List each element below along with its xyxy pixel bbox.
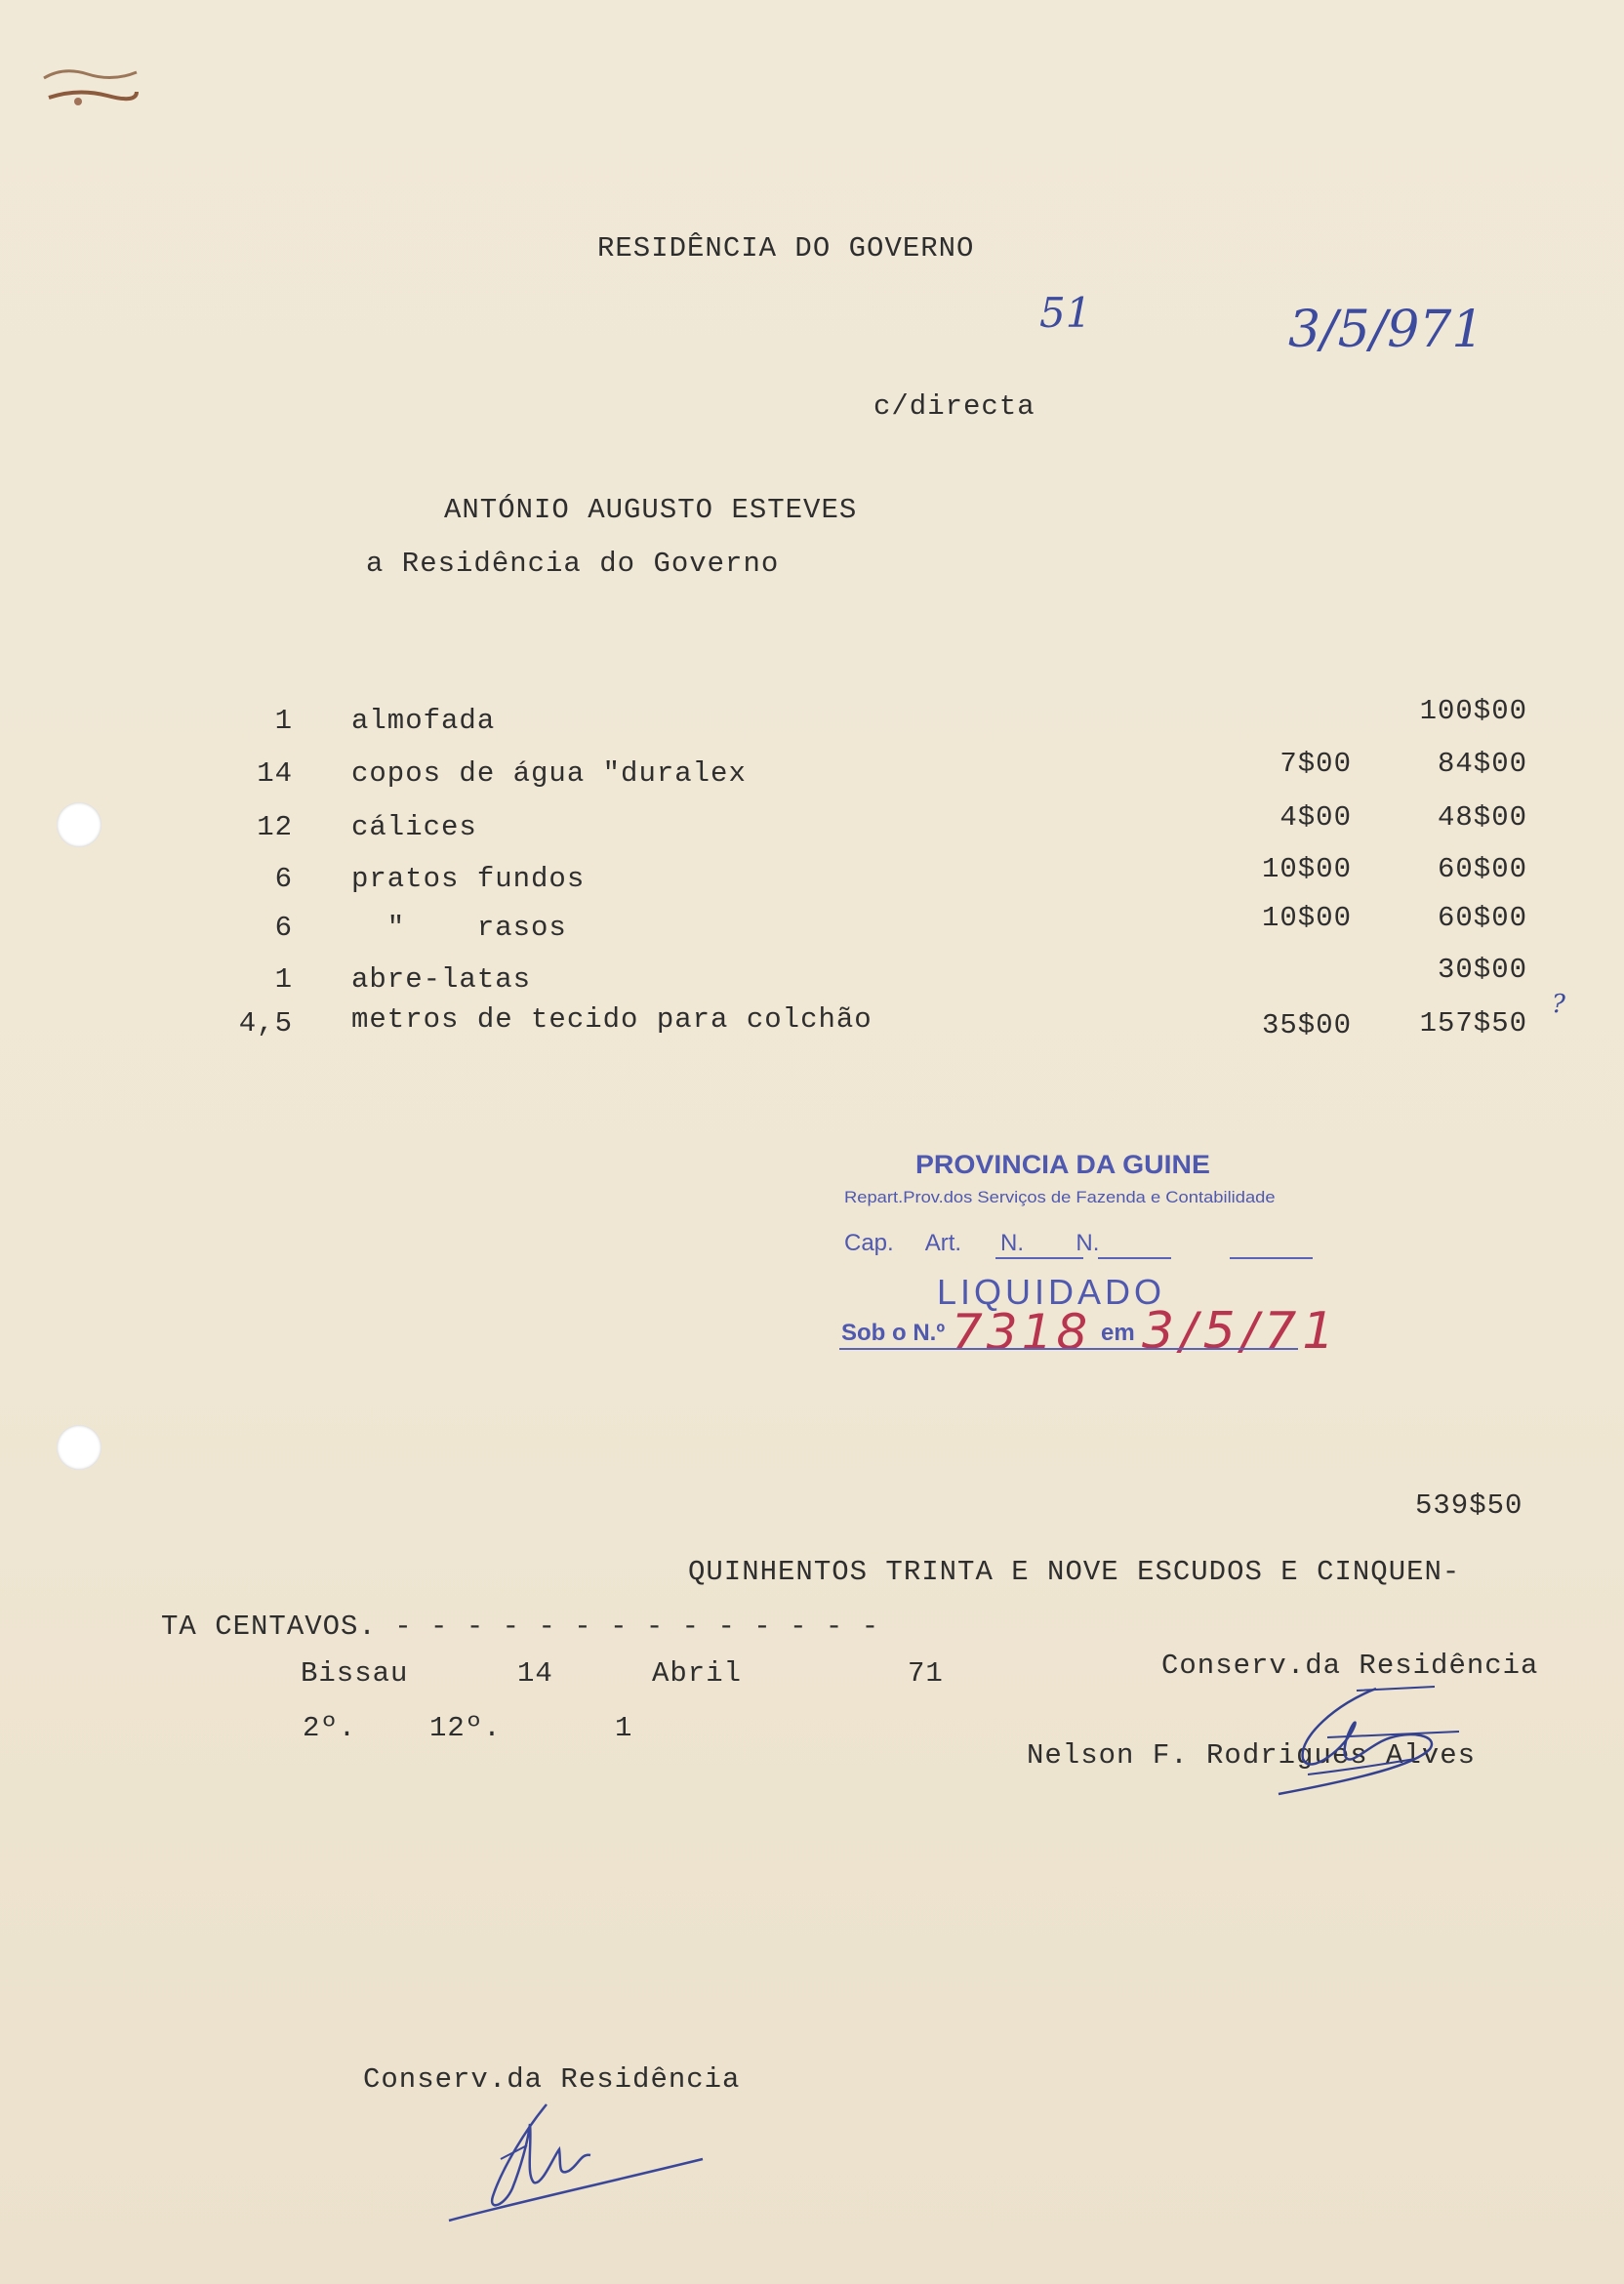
item-description: pratos fundos [351,863,586,895]
stamp-baseline [839,1347,1298,1351]
stamp-date-value: 3/5/71 [1142,1302,1341,1361]
item-description: " rasos [351,912,567,944]
item-total: 84$00 [1437,748,1527,780]
stamp-number-label: Sob o N.º [841,1320,946,1346]
footer-role: Conserv.da Residência [363,2063,741,2096]
rust-stain [39,59,146,117]
signatory-name: Nelson F. Rodrigues Alves [1027,1739,1477,1772]
item-qty: 12 [257,811,293,843]
item-qty: 1 [274,705,293,737]
item-description: copos de água "duralex [351,757,747,790]
item-unit-price: 7$00 [1279,748,1352,780]
punch-hole-bottom [57,1425,102,1470]
item-unit-price: 10$00 [1261,902,1352,934]
stamp-status: LIQUIDADO [937,1272,1166,1312]
place-city: Bissau [301,1657,409,1690]
stamp-number-value: 7318 [952,1304,1092,1361]
item-total: 30$00 [1437,954,1527,986]
item-total: 48$00 [1437,801,1527,834]
stamp-province: PROVINCIA DA GUINE [915,1150,1210,1179]
document-title: RESIDÊNCIA DO GOVERNO [597,232,975,265]
item-description: almofada [351,705,496,737]
signatory-role: Conserv.da Residência [1161,1650,1539,1682]
signature-footer [444,2099,717,2225]
stamp-department: Repart.Prov.dos Serviços de Fazenda e Contabilidade [844,1188,1276,1206]
date-day: 14 [517,1657,553,1690]
item-unit-price: 10$00 [1261,853,1352,885]
item-qty: 6 [274,912,293,944]
code-c: 1 [615,1712,633,1744]
payment-mode: c/directa [873,390,1035,423]
item-description: abre-latas [351,963,532,996]
date-year: 71 [908,1657,944,1690]
item-total: 60$00 [1437,902,1527,934]
item-description: metros de tecido para colchão [351,1003,873,1036]
item-unit-price: 4$00 [1279,801,1352,834]
item-qty: 1 [274,963,293,996]
stamp-chapter-line: Cap. Art. N. N. [844,1230,1100,1256]
stamp-date-label: em [1101,1320,1135,1346]
code-b: 12º. [429,1712,502,1744]
item-description: cálices [351,811,477,843]
signature-main [1269,1679,1464,1806]
item-qty: 6 [274,863,293,895]
debtor-name: a Residência do Governo [366,548,780,580]
item-qty: 4,5 [238,1007,293,1040]
item-unit-price: 35$00 [1261,1009,1352,1041]
item-total: 60$00 [1437,853,1527,885]
handwritten-number: 51 [1039,289,1092,337]
handwritten-date: 3/5/971 [1288,301,1484,359]
total-in-words-line2: TA CENTAVOS. - - - - - - - - - - - - - - [161,1611,880,1643]
code-a: 2º. [303,1712,357,1744]
total-amount: 539$50 [1415,1489,1523,1522]
item-total: 100$00 [1419,695,1527,727]
item-total: 157$50 [1419,1007,1527,1040]
total-in-words-line1: QUINHENTOS TRINTA E NOVE ESCUDOS E CINQUEN- [688,1556,1461,1588]
margin-question-mark: ? [1552,990,1565,1019]
creditor-name: ANTÓNIO AUGUSTO ESTEVES [444,494,858,526]
item-qty: 14 [257,757,293,790]
stamp-underlines [976,1256,1318,1260]
date-month: Abril [652,1657,743,1690]
punch-hole-top [57,802,102,847]
